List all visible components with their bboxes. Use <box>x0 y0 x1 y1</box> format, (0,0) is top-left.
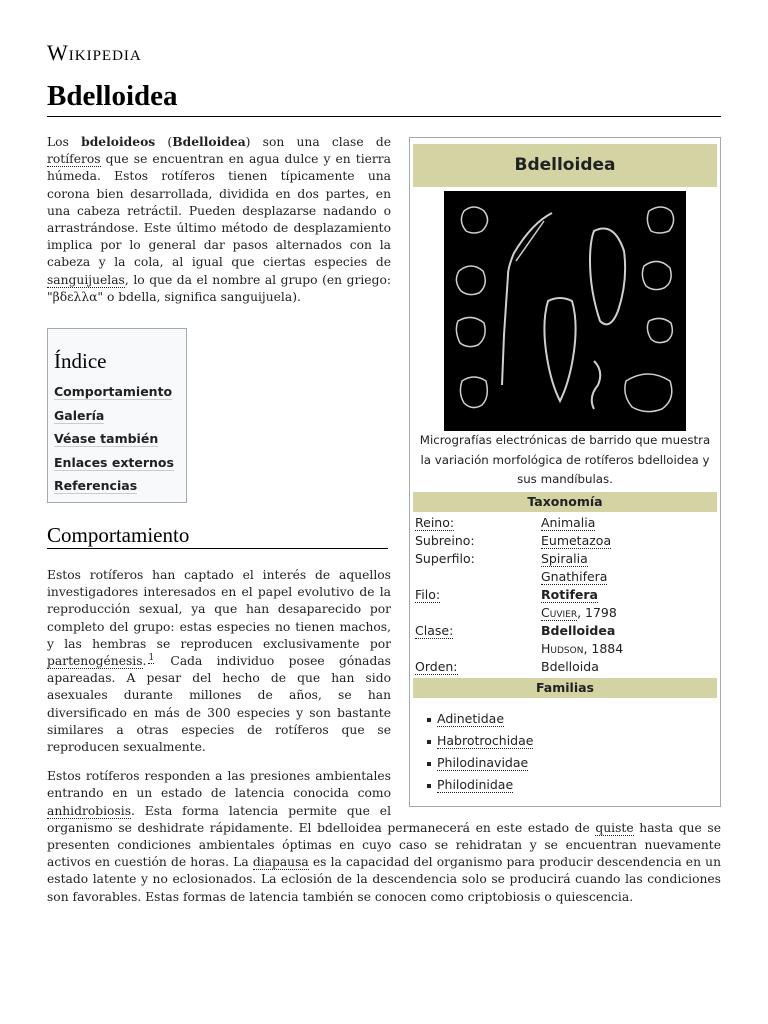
toc-item-enlaces-externos[interactable]: Enlaces externos <box>54 454 174 470</box>
family-item <box>437 774 717 796</box>
reino-value[interactable]: Animalia <box>541 514 596 530</box>
link-sanguijuelas[interactable]: sanguijuelas <box>47 272 125 287</box>
family-link-adinetidae[interactable]: Adinetidae <box>437 710 505 726</box>
link-rotiferos[interactable]: rotíferos <box>47 152 101 167</box>
link-partenogenesis[interactable]: partenogénesis <box>47 653 143 668</box>
families-list <box>413 708 717 796</box>
bold-term: bdeloideos <box>81 134 156 149</box>
table-of-contents <box>47 328 187 503</box>
family-link-philodinidae[interactable]: Philodinidae <box>437 776 514 792</box>
orden-label[interactable]: Orden: <box>415 658 458 674</box>
filo-label[interactable]: Filo: <box>415 586 441 602</box>
reino-label[interactable]: Reino: <box>415 514 455 530</box>
taxonomy-row-filo <box>413 586 717 622</box>
toc-item-comportamiento[interactable]: Comportamiento <box>54 384 173 400</box>
family-item <box>437 752 717 774</box>
superfilo-value-spiralia[interactable]: Spiralia <box>541 550 588 566</box>
toc-item-referencias[interactable]: Referencias <box>54 478 138 494</box>
infobox-title: Bdelloidea <box>413 144 717 187</box>
clase-label[interactable]: Clase: <box>415 622 454 638</box>
section-paragraph: Estos rotíferos han captado el interés de aquellos investigadores interesados en el papel evolutivo de la reproducción sexual, ya que han desaparecido por completo del grupo: estas especies no tienen machos, y las hembras se reproducen exclusivamente por partenogénesis. $^1$ Cada individuo posee gónadas apareadas. A pesar del hecho de que han sido asexuales durante millones de años, se han diversificado en más de 300 especies y son bastante similares a otras especies de rotíferos que se reproducen sexualmente. <box>47 567 391 754</box>
clase-author: Hudson <box>541 640 584 656</box>
toc-title: Índice <box>54 349 107 374</box>
section-paragraph: Estos rotíferos responden a las presiones ambientales entrando en un estado de latencia conocida como anhidrobiosis. Esta forma latencia permite que el organismo se deshidrate rápidamente. El bdelloidea permanecerá en este estado de quiste hasta que se presenten condiciones ambientales óptimas en cuyo caso se rehidratan y se encuentran nuevamente activos en cuestión de horas. La diapausa es la capacidad del organismo para producir descendencia en un estado latente y no eclosionados. La eclosión de la descendencia solo se producirá cuando las condiciones son favorables. Estas formas de latencia también se conocen como criptobiosis o quiescencia. <box>47 769 721 904</box>
superfilo-label: Superfilo: <box>415 550 475 566</box>
subreino-label: Subreino: <box>415 532 475 548</box>
superfilo-value-gnathifera[interactable]: Gnathifera <box>541 568 608 584</box>
family-link-philodinavidae[interactable]: Philodinavidae <box>437 754 529 770</box>
taxonomy-heading[interactable]: Taxonomía <box>413 492 717 512</box>
infobox <box>409 137 721 807</box>
toc-item-galeria[interactable]: Galería <box>54 407 105 423</box>
clase-value: Bdelloidea <box>541 622 616 638</box>
family-item <box>437 730 717 752</box>
section-heading-comportamiento: Comportamiento <box>47 527 388 549</box>
bold-term: Bdelloidea <box>172 134 246 149</box>
taxonomy-row-subreino <box>413 532 717 550</box>
taxonomy-row-orden <box>413 658 717 676</box>
toc-item-vease-tambien[interactable]: Véase también <box>54 431 159 447</box>
reference-marker[interactable]: 1 <box>148 652 155 663</box>
infobox-caption: Micrografías electrónicas de barrido que muestra la variación morfológica de rotíferos bdelloidea y sus mandíbulas. <box>419 433 711 486</box>
intro-paragraph: Los bdeloideos (Bdelloidea) son una clase de rotíferos que se encuentran en agua dulce y en tierra húmeda. Estos rotíferos tienen típicamente una corona bien desarrollada, dividida en dos partes, en una cabeza retráctil. Pueden desplazarse nadando o arrastrándose. Este último método de desplazamiento implica por lo general dar pasos alternados con la cabeza y la cola, al igual que ciertas especies de sanguijuelas, lo que da el nombre al grupo (en griego: "βδελλα" o bdella, significa sanguijuela). <box>47 134 391 304</box>
filo-value[interactable]: Rotifera <box>541 586 598 602</box>
taxonomy-row-reino <box>413 514 717 532</box>
taxonomy-row-superfilo <box>413 550 717 586</box>
link-anhidrobiosis[interactable]: anhidrobiosis <box>47 803 132 818</box>
article-content <box>47 133 721 918</box>
family-link-habrotrochidae[interactable]: Habrotrochidae <box>437 732 534 748</box>
clase-year: , 1884 <box>583 640 624 656</box>
filo-year: , 1798 <box>577 604 617 620</box>
subreino-value[interactable]: Eumetazoa <box>541 532 612 548</box>
link-quiste[interactable]: quiste <box>595 820 634 835</box>
wikipedia-logo[interactable]: Wikipedia <box>47 40 142 65</box>
taxonomy-row-clase <box>413 622 717 658</box>
orden-value: Bdelloida <box>541 658 599 674</box>
family-item <box>437 708 717 730</box>
filo-author[interactable]: Cuvier <box>541 604 578 620</box>
link-diapausa[interactable]: diapausa <box>252 855 309 870</box>
families-heading: Familias <box>413 678 717 698</box>
infobox-image[interactable] <box>444 191 686 431</box>
page-title: Bdelloidea <box>47 78 721 117</box>
